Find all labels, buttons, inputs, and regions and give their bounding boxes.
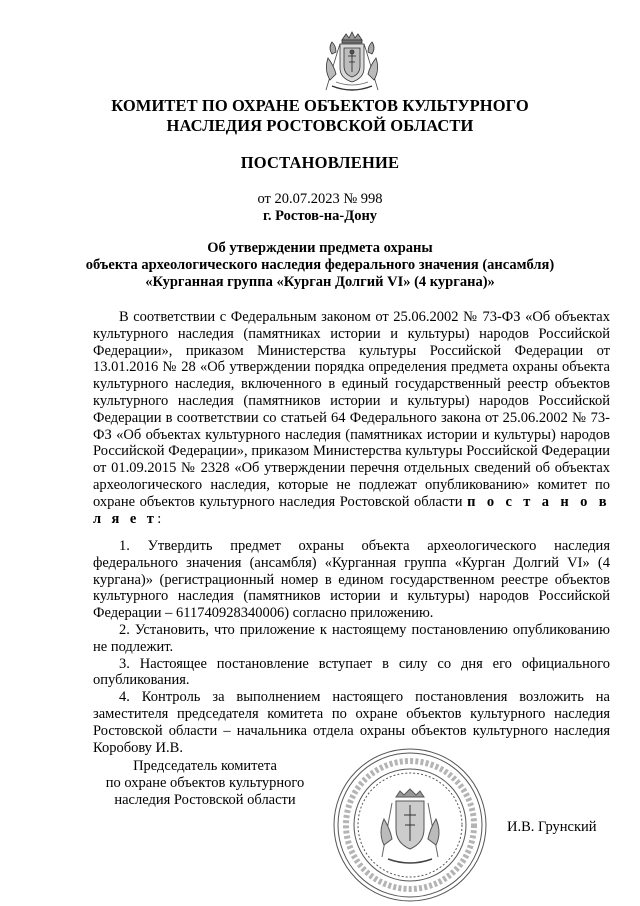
preamble-text: В соответствии с Федеральным законом от 25.06.2002 № 73-ФЗ «Об объектах культурного наследия (памятниках истории и культуры) народов Российской Федерации», приказом Министерства культуры Российской Федерации от 13.01.2016 № 28 «Об утверждении порядка определения предмета охраны объекта культурного наследия, включенного в единый государственный реестр объектов культурного наследия (памятников истории и культуры) народов Российской Федерации в соответствии со статьей 64 Федерального закона от 25.06.2002 № 73-ФЗ «Об объектах культурного наследия (памятниках истории и культуры) народов Российской Федерации», приказом Министерства культуры Российской Федерации от 01.09.2015 № 2328 «Об утверждении перечня отдельных сведений об объектах археологического наследия, которые не подлежат опубликованию» комитет по охране объектов культурного наследия Ростовской области <box>93 309 610 510</box>
resolution-items <box>93 538 610 756</box>
resolution-item: 3. Настоящее постановление вступает в силу со дня его официального опубликования. <box>93 655 610 689</box>
resolution-item: 1. Утвердить предмет охраны объекта археологического наследия федерального значения (ансамбля) «Курганная группа «Курган Долгий VI» (4 кургана)» (регистрационный номер в едином государственном реестре объектов культурного наследия (памятников истории и культуры) народов Российской Федерации – 611740928340006) согласно приложению. <box>93 538 610 622</box>
org-line-1: КОМИТЕТ ПО ОХРАНЕ ОБЪЕКТОВ КУЛЬТУРНОГО <box>111 96 529 115</box>
subject-line-1: Об утверждении предмета охраны <box>207 240 433 256</box>
organization-name <box>0 96 640 136</box>
document-type-title: ПОСТАНОВЛЕНИЕ <box>240 153 400 172</box>
signatory-name: И.В. Грунский <box>507 819 597 835</box>
subject-line-3: «Курганная группа «Курган Долгий VI» (4 кургана)» <box>145 274 495 290</box>
document-subject <box>0 240 640 291</box>
coat-of-arms-icon <box>318 30 386 94</box>
position-line-2: по охране объектов культурного <box>105 775 305 791</box>
position-line-3: наследия Ростовской области <box>114 792 296 808</box>
subject-line-2: объекта археологического наследия федерального значения (ансамбля) <box>85 257 555 273</box>
preamble-paragraph <box>93 309 610 527</box>
official-seal-icon <box>330 745 490 905</box>
position-line-1: Председатель комитета <box>133 758 277 774</box>
document-city: г. Ростов-на-Дону <box>262 208 378 224</box>
signatory-position <box>95 758 315 809</box>
resolution-item: 4. Контроль за выполнением настоящего постановления возложить на заместителя председателя комитета по охране объектов культурного наследия Ростовской области – начальника отдела охраны объектов культурного наследия Коробову И.В. <box>93 689 610 756</box>
preamble-colon: : <box>157 510 162 527</box>
org-line-2: НАСЛЕДИЯ РОСТОВСКОЙ ОБЛАСТИ <box>166 116 474 135</box>
document-date-number: от 20.07.2023 № 998 <box>257 191 383 207</box>
decree-word: п о с т а н о в л я е т <box>93 493 610 527</box>
resolution-item: 2. Установить, что приложение к настоящему постановлению опубликованию не подлежит. <box>93 621 610 655</box>
